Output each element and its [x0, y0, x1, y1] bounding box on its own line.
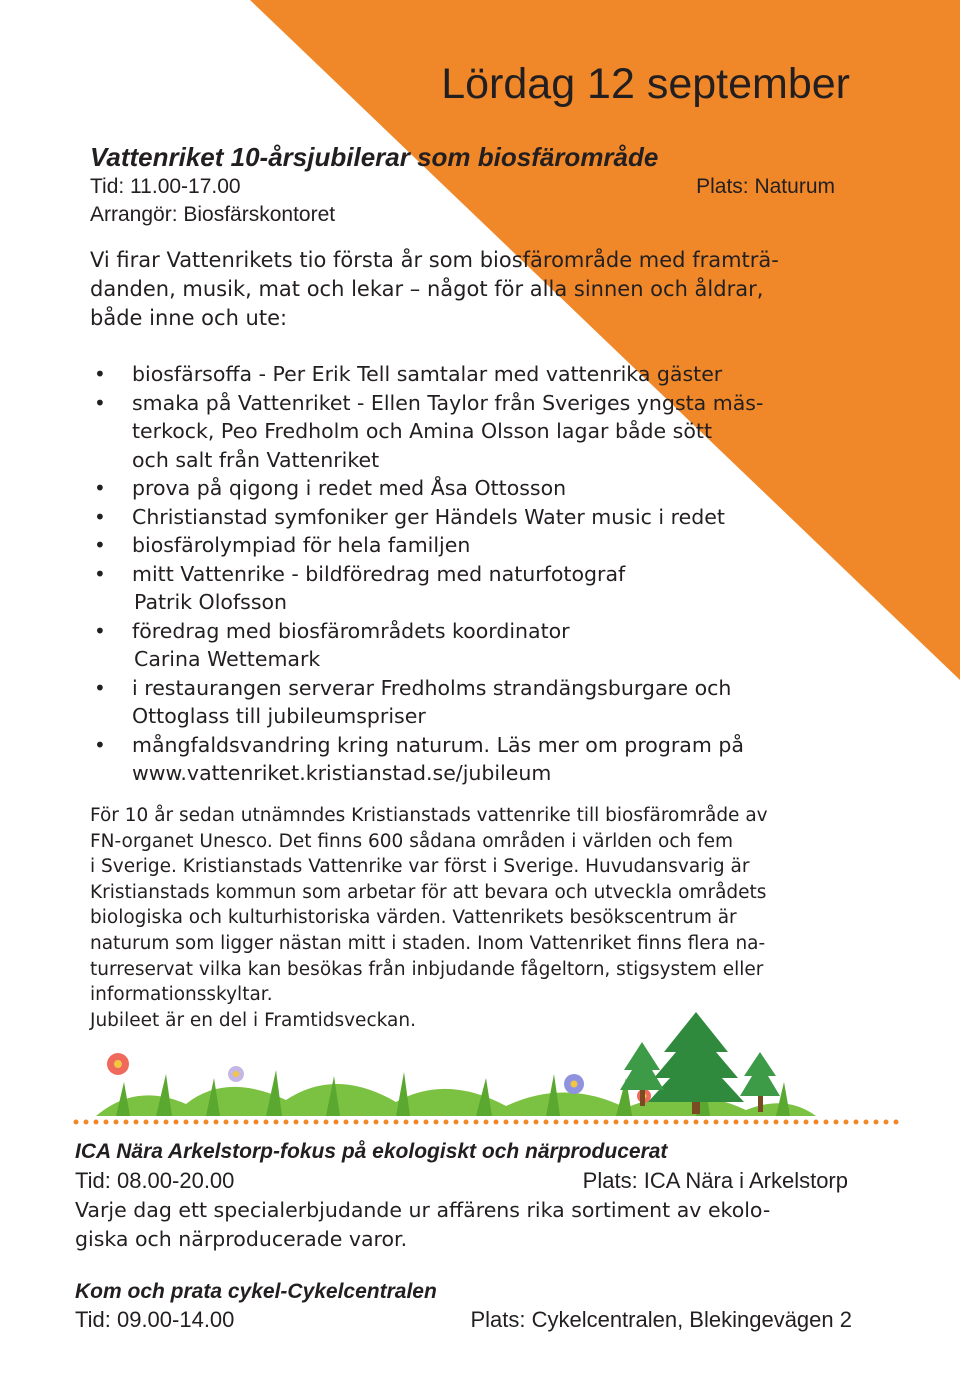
about-line: Jubileet är en del i Framtidsveckan. [90, 1009, 416, 1031]
program-item-text: Patrik Olofsson [134, 590, 288, 614]
event-time: Tid: 11.00-17.00 [90, 175, 241, 198]
program-item-text: biosfärsoffa - Per Erik Tell samtalar med vattenrika gäster [132, 362, 723, 386]
tree-illustration [620, 1012, 780, 1114]
bullet-icon: • [94, 362, 106, 386]
intro-line: Vi firar Vattenrikets tio första år som biosfärområde med framträ- [90, 248, 779, 272]
about-line: För 10 år sedan utnämndes Kristianstads vattenrike till biosfärområde av [90, 805, 768, 826]
event-time: Tid: 09.00-14.00 [75, 1307, 235, 1332]
bullet-icon: • [94, 390, 106, 415]
program-item-text: biosfärolympiad för hela familjen [132, 533, 471, 557]
about-paragraph [90, 803, 850, 1033]
dotted-divider [72, 1118, 902, 1126]
nature-illustration [96, 1012, 816, 1118]
about-line: i Sverige. Kristianstads Vattenrike var först i Sverige. Huvudansvarig är [90, 856, 750, 878]
about-line: Kristianstads kommun som arbetar för att bevara och utveckla områdets [90, 881, 767, 903]
page-title: Lördag 12 september [441, 60, 850, 108]
event-place: Plats: ICA Nära i Arkelstorp [582, 1168, 848, 1193]
bullet-icon: • [94, 675, 106, 700]
about-line: informationsskyltar. [90, 984, 273, 1006]
bullet-icon: • [94, 618, 106, 643]
program-item [90, 360, 850, 389]
program-item-text: Christianstad symfoniker ger Händels Water music i redet [132, 504, 725, 529]
event-time: Tid: 08.00-20.00 [75, 1168, 235, 1193]
program-item [90, 531, 850, 560]
bullet-icon: • [94, 732, 106, 757]
bullet-icon: • [94, 561, 106, 586]
intro-line: både inne och ute: [90, 306, 288, 330]
description-line: giska och närproducerade varor. [75, 1227, 408, 1251]
program-item-text: föredrag med biosfärområdets koordinator [132, 618, 570, 643]
program-item-text: mångfaldsvandring kring naturum. Läs mer om program på [132, 732, 744, 757]
program-item [90, 560, 850, 617]
intro-line: danden, musik, mat och lekar – något för alla sinnen och åldrar, [90, 277, 764, 301]
program-item-text: och salt från Vattenriket [132, 447, 380, 472]
program-item-text: terkock, Peo Fredholm och Amina Olsson lagar både sött [132, 419, 712, 443]
program-item-text: smaka på Vattenriket - Ellen Taylor från Sveriges yngsta mäs- [132, 390, 764, 415]
about-line: biologiska och kulturhistoriska värden. Vattenrikets besökscentrum är [90, 907, 737, 929]
about-line: FN-organet Unesco. Det finns 600 sådana områden i världen och fem [90, 830, 734, 852]
program-item [90, 474, 850, 503]
program-item-text: mitt Vattenrike - bildföredrag med naturfotograf [132, 561, 626, 586]
program-item-text: Carina Wettemark [134, 647, 321, 671]
program-item [90, 617, 850, 674]
bullet-icon: • [94, 476, 106, 500]
event-organizer: Arrangör: Biosfärskontoret [90, 203, 336, 226]
bullet-icon: • [94, 504, 106, 529]
program-item-text: i restaurangen serverar Fredholms strandängsburgare och [132, 675, 732, 700]
event-place: Plats: Cykelcentralen, Blekingevägen 2 [470, 1307, 852, 1332]
event-title-vattenriket: Vattenriket 10-årsjubilerar som biosfärområde [90, 142, 659, 172]
program-item [90, 674, 850, 731]
event-title-cykelcentralen: Kom och prata cykel-Cykelcentralen [75, 1280, 437, 1303]
event-title-ica: ICA Nära Arkelstorp-fokus på ekologiskt och närproducerat [75, 1140, 668, 1163]
bullet-icon: • [94, 533, 106, 557]
program-item [90, 503, 850, 532]
event-description [75, 1196, 770, 1254]
event-intro [90, 246, 850, 333]
about-line: turreservat vilka kan besökas från inbjudande fågeltorn, stigsystem eller [90, 958, 764, 980]
about-line: naturum som ligger nästan mitt i staden. Inom Vattenriket finns flera na- [90, 932, 766, 954]
program-item-text: prova på qigong i redet med Åsa Ottosson [132, 476, 567, 500]
program-item [90, 389, 850, 475]
description-line: Varje dag ett specialerbjudande ur affärens rika sortiment av ekolo- [75, 1198, 771, 1222]
program-list [90, 360, 850, 788]
program-item-text: Ottoglass till jubileumspriser [132, 704, 426, 728]
program-item [90, 731, 850, 788]
event-place: Plats: Naturum [696, 175, 835, 198]
program-item-text: www.vattenriket.kristianstad.se/jubileum [132, 761, 552, 785]
